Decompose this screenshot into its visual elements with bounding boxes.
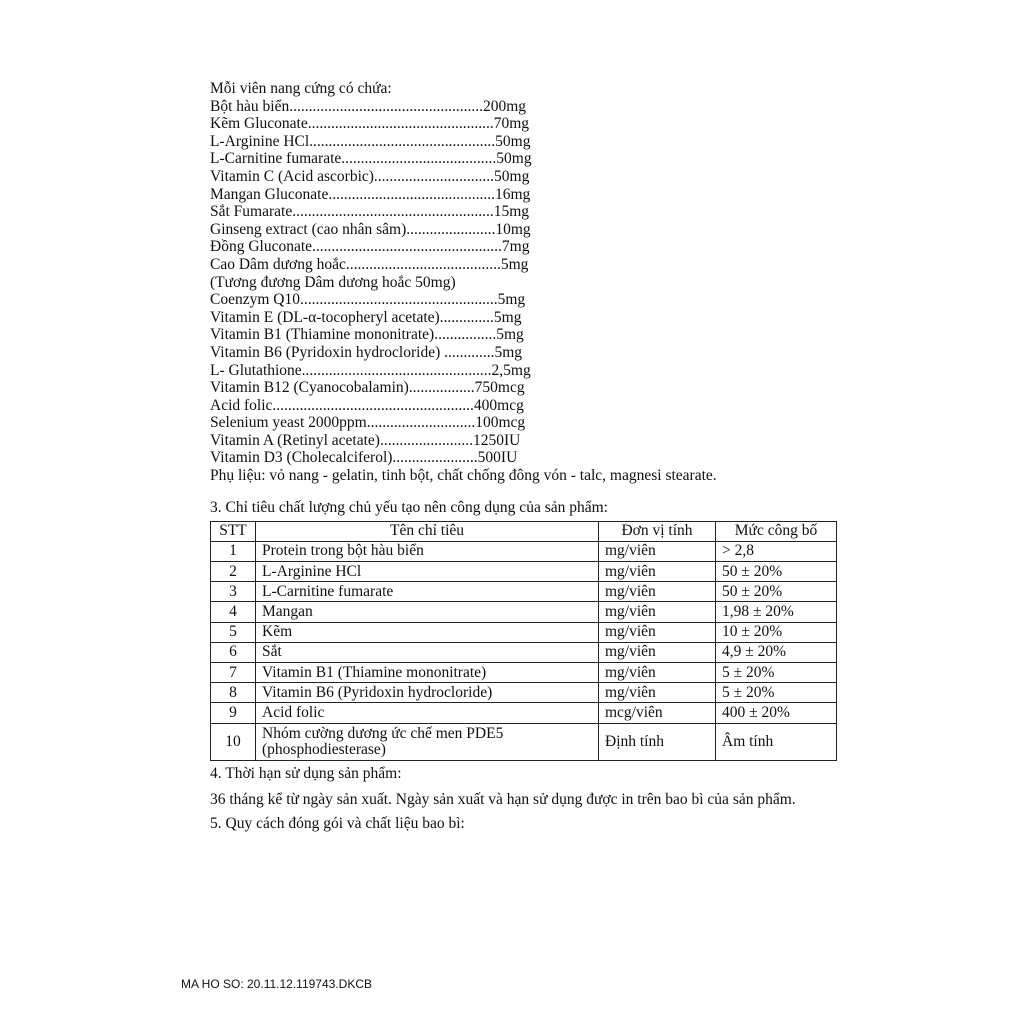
ingredient-line: Coenzym Q10...................................................5mg <box>210 291 526 309</box>
cell-name: Acid folic <box>256 703 599 723</box>
ingredients-heading: Mỗi viên nang cứng có chứa: <box>210 80 392 97</box>
header-name: Tên chỉ tiêu <box>256 521 599 541</box>
section-4-title: 4. Thời hạn sử dụng sản phẩm: <box>210 764 402 782</box>
ingredient-line: Đồng Gluconate.................................................7mg <box>210 238 530 256</box>
section-4-text: 36 tháng kể từ ngày sản xuất. Ngày sản xuất và hạn sử dụng được in trên bao bì của sản phẩm. <box>210 790 796 808</box>
ingredient-line: Vitamin D3 (Cholecalciferol)......................500IU <box>210 449 518 467</box>
ingredient-line: Vitamin B6 (Pyridoxin hydrocloride) .............5mg <box>210 343 523 361</box>
header-unit: Đơn vị tính <box>599 521 716 541</box>
cell-name: L-Carnitine fumarate <box>256 582 599 602</box>
cell-value: 5 ± 20% <box>716 683 837 703</box>
table-row <box>211 662 837 682</box>
cell-stt: 8 <box>211 683 256 703</box>
ingredient-line: Kẽm Gluconate................................................70mg <box>210 115 530 133</box>
excipients-text: Phụ liệu: vỏ nang - gelatin, tinh bột, chất chống đông vón - talc, magnesi stearate. <box>210 467 717 485</box>
cell-stt: 9 <box>211 703 256 723</box>
ingredient-line: L- Glutathione.................................................2,5mg <box>210 361 531 379</box>
ingredient-line: Selenium yeast 2000ppm............................100mcg <box>210 414 526 432</box>
table-row <box>211 683 837 703</box>
ingredient-line: Bột hàu biển..................................................200mg <box>210 97 527 115</box>
ingredient-line: Acid folic....................................................400mcg <box>210 396 524 414</box>
cell-name: Sắt <box>256 642 599 662</box>
cell-name: Protein trong bột hàu biển <box>256 541 599 561</box>
cell-stt: 5 <box>211 622 256 642</box>
cell-name-text: Nhóm cường dương ức chế men PDE5 (phosphodiesterase) <box>262 724 504 758</box>
section-5-title: 5. Quy cách đóng gói và chất liệu bao bì: <box>210 814 465 832</box>
ingredient-line: Vitamin A (Retinyl acetate)........................1250IU <box>210 431 521 449</box>
quality-table <box>210 521 837 761</box>
ingredient-line: Vitamin B12 (Cyanocobalamin).................750mcg <box>210 379 525 397</box>
cell-unit: mg/viên <box>599 622 716 642</box>
cell-name: Mangan <box>256 602 599 622</box>
cell-name: L-Arginine HCl <box>256 562 599 582</box>
table-row <box>211 541 837 561</box>
ingredient-line: Vitamin C (Acid ascorbic)...............................50mg <box>210 167 530 185</box>
cell-value: Âm tính <box>716 723 837 760</box>
cell-name: Vitamin B6 (Pyridoxin hydrocloride) <box>256 683 599 703</box>
ingredient-line: Mangan Gluconate...........................................16mg <box>210 185 531 203</box>
cell-value: 1,98 ± 20% <box>716 602 837 622</box>
cell-name <box>256 723 599 760</box>
table-row <box>211 703 837 723</box>
table-row <box>211 723 837 760</box>
cell-stt: 7 <box>211 662 256 682</box>
document-body <box>210 80 850 833</box>
ingredient-line: Sắt Fumarate....................................................15mg <box>210 203 530 221</box>
cell-unit: mg/viên <box>599 582 716 602</box>
ingredient-line: Vitamin B1 (Thiamine mononitrate)................5mg <box>210 326 524 344</box>
cell-value: > 2,8 <box>716 541 837 561</box>
cell-unit: mg/viên <box>599 562 716 582</box>
cell-stt: 1 <box>211 541 256 561</box>
cell-stt: 2 <box>211 562 256 582</box>
header-stt: STT <box>211 521 256 541</box>
cell-name: Vitamin B1 (Thiamine mononitrate) <box>256 662 599 682</box>
table-row <box>211 642 837 662</box>
cell-stt: 10 <box>211 723 256 760</box>
cell-unit: mg/viên <box>599 602 716 622</box>
cell-unit: mg/viên <box>599 642 716 662</box>
cell-unit: mg/viên <box>599 541 716 561</box>
cell-value: 5 ± 20% <box>716 662 837 682</box>
table-row <box>211 582 837 602</box>
table-header-row <box>211 521 837 541</box>
cell-stt: 6 <box>211 642 256 662</box>
cell-unit: mg/viên <box>599 662 716 682</box>
cell-stt: 3 <box>211 582 256 602</box>
table-row <box>211 622 837 642</box>
table-row <box>211 602 837 622</box>
footer-file-code: MA HO SO: 20.11.12.119743.DKCB <box>181 977 372 991</box>
ingredients-list <box>210 98 850 467</box>
ingredient-line: L-Arginine HCl................................................50mg <box>210 132 531 150</box>
ingredient-line: Cao Dâm dương hoắc........................................5mg <box>210 255 529 273</box>
table-row <box>211 562 837 582</box>
cell-stt: 4 <box>211 602 256 622</box>
cell-value: 4,9 ± 20% <box>716 642 837 662</box>
ingredient-line: Ginseng extract (cao nhân sâm).......................10mg <box>210 220 531 238</box>
ingredient-line: Vitamin E (DL-α-tocopheryl acetate)..............5mg <box>210 308 522 326</box>
section-3-title: 3. Chỉ tiêu chất lượng chủ yếu tạo nên công dụng của sản phẩm: <box>210 498 608 516</box>
cell-unit: Định tính <box>599 723 716 760</box>
cell-unit: mcg/viên <box>599 703 716 723</box>
ingredient-note: (Tương đương Dâm dương hoắc 50mg) <box>210 273 456 291</box>
cell-value: 50 ± 20% <box>716 562 837 582</box>
cell-value: 10 ± 20% <box>716 622 837 642</box>
ingredient-line: L-Carnitine fumarate........................................50mg <box>210 150 532 168</box>
cell-value: 400 ± 20% <box>716 703 837 723</box>
cell-name: Kẽm <box>256 622 599 642</box>
cell-value: 50 ± 20% <box>716 582 837 602</box>
header-value: Mức công bố <box>716 521 837 541</box>
cell-unit: mg/viên <box>599 683 716 703</box>
